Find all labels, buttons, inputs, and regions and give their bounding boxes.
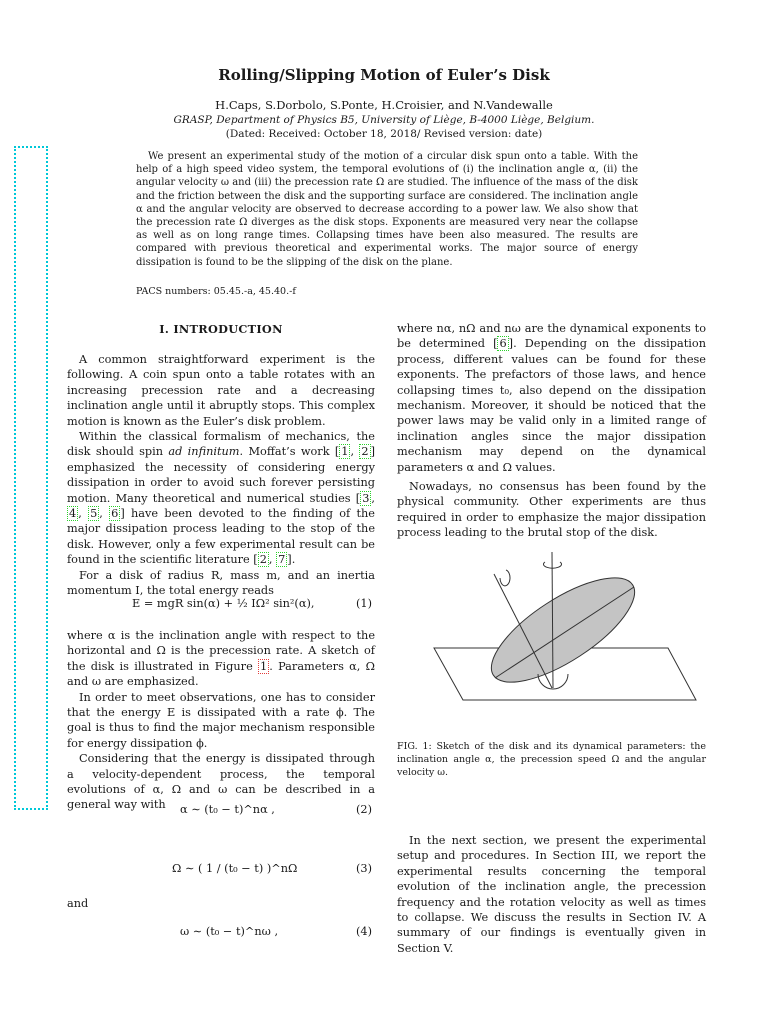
equation-3-number: (3) — [356, 862, 373, 875]
equation-3: Ω ∼ ( 1 / (t₀ − t) )^nΩ — [172, 862, 298, 875]
and-word: and — [67, 897, 89, 910]
intro-paragraph-6: Considering that the energy is dissipated through a velocity-dependent process, the temporal evolutions of α, Ω and ω can be described in a general way with — [67, 752, 375, 812]
intro-paragraph-4 — [67, 628, 375, 690]
text-run: . Moffat’s work [ — [239, 445, 340, 459]
equation-4-number: (4) — [356, 925, 373, 938]
citation-link[interactable]: 2 — [259, 553, 267, 567]
equation-4: ω ∼ (t₀ − t)^nω , — [180, 925, 279, 938]
equation-2-number: (2) — [356, 803, 373, 816]
right-text-block — [397, 321, 706, 541]
citation-link[interactable]: 5 — [90, 507, 98, 521]
paper-title: Rolling/Slipping Motion of Euler’s Disk — [218, 66, 550, 84]
intro-paragraph-1: A common straightforward experiment is the following. A coin spun onto a table rotates with an increasing precession rate and a decreasing inclination angle until it abruptly stops. This complex motion is known as the Euler’s disk problem. — [67, 353, 375, 428]
right-paragraph-2: Nowadays, no consensus has been found by the physical community. Other experiments are thus required in order to emphasize the major dissipation process leading to the brutal stop of the disk. — [397, 480, 706, 540]
figure-link[interactable]: 1 — [260, 659, 268, 673]
right-paragraph-3: In the next section, we present the experimental setup and procedures. In Section III, we report the experimental results concerning the temporal evolution of the inclination angle, the precession frequency and the rotation velocity as well as times to collapse. We discuss the results in Section IV. A summary of our findings is eventually given in Section V. — [397, 834, 706, 955]
spin-arrow-icon — [500, 570, 510, 586]
intro-paragraph-3: For a disk of radius R, mass m, and an inertia momentum I, the total energy reads — [67, 568, 375, 598]
text-run: ] have been devoted to the finding of the major dissipation process leading to the stop of the disk. However, only a few experimental result can be found in the scientific literature [ — [67, 507, 375, 567]
equation-1-number: (1) — [356, 597, 373, 610]
margin-frame — [14, 146, 48, 810]
citation-link[interactable]: 2 — [361, 445, 369, 459]
intro-paragraph-2: Within the classical formalism of mechanics, the disk should spin ad infinitum. Moffat’s work [ 1 , 2 ] emphasized the necessity of considering energy dissipation in order to avoid such forever persisting motion. Many theoretical and numerical studies [ 3 , 4 , 5 , 6 ] have been devoted to the finding of the major dissipation process leading to the stop of the disk. However, only a few experimental result can be found in the scientific literature [ 2 , 7 ]. — [67, 430, 375, 567]
text-run: Within the classical formalism of mechanics, the disk should spin — [67, 430, 375, 459]
intro-paragraph-5: In order to meet observations, one has to consider that the energy E is dissipated with a rate ϕ. The goal is thus to find the major mechanism responsible for energy dissipation ϕ. — [67, 690, 375, 750]
text-run: ] emphasized the necessity of considering energy dissipation in order to avoid such forever persisting motion. Many theoretical and numerical studies [ — [67, 445, 375, 505]
section-heading-introduction: I. INTRODUCTION — [159, 322, 283, 336]
citation-link[interactable]: 6 — [499, 337, 507, 351]
figure-1-caption: FIG. 1: Sketch of the disk and its dynamical parameters: the inclination angle α, the precession speed Ω and the angular velocity ω. — [397, 741, 706, 778]
citation-link[interactable]: 3 — [362, 491, 370, 505]
citation-link[interactable]: 1 — [341, 445, 349, 459]
text-run: where α is the inclination angle with respect to the horizontal and Ω is the precession rate. A sketch of the disk is illustrated in Figure — [67, 629, 375, 673]
text-run: ]. — [287, 553, 296, 567]
disk-shape — [477, 559, 650, 701]
figure-1-disk-sketch — [420, 550, 700, 710]
text-run: where nα, nΩ and nω are the dynamical exponents to be determined [ — [397, 322, 706, 351]
right-paragraph-1 — [397, 321, 706, 475]
citation-link[interactable]: 4 — [69, 507, 77, 521]
text-run: ]. Depending on the dissipation process, different values can be found for these exponents. The prefactors of those laws, and hence collapsing times t₀, also depend on the dissipation mechanism. Moreover, it should be noticed that the power laws may be valid only in a limited range of inclination angles since the major dissipation mechanism may depend on the dynamical parameters α and Ω values. — [397, 337, 706, 474]
pacs-numbers: PACS numbers: 05.45.-a, 45.40.-f — [136, 286, 296, 297]
citation-link[interactable]: 7 — [278, 553, 286, 567]
intro-text-block — [67, 352, 375, 599]
dated-line: (Dated: Received: October 18, 2018/ Revised version: date) — [225, 128, 543, 140]
citation-link[interactable]: 6 — [111, 507, 119, 521]
abstract: We present an experimental study of the motion of a circular disk spun onto a table. With the help of a high speed video system, the temporal evolutions of (i) the inclination angle α, (ii) the angular velocity ω and (iii) the precession rate Ω are studied. The influence of the mass of the disk and the friction between the disk and the supporting surface are considered. The inclination angle α and the angular velocity are observed to decrease according to a power law. We also show that the precession rate Ω diverges as the disk stops. Exponents are measured very near the collapse as well as on long range times. Collapsing times have been also measured. The results are compared with previous theoretical and experimental works. The major source of energy dissipation is found to be the slipping of the disk on the plane. — [136, 151, 638, 268]
right-text-block-2 — [397, 833, 706, 956]
italic-text: ad infinitum — [168, 445, 240, 459]
intro-text-block-2 — [67, 628, 375, 813]
affiliation: GRASP, Department of Physics B5, University of Liège, B-4000 Liège, Belgium. — [173, 114, 595, 126]
equation-2: α ∼ (t₀ − t)^nα , — [180, 803, 275, 816]
equation-1: E = mgR sin(α) + ½ IΩ² sin²(α), — [132, 597, 315, 610]
text-run: . Parameters α, Ω and ω are emphasized. — [67, 659, 376, 689]
authors: H.Caps, S.Dorbolo, S.Ponte, H.Croisier, and N.Vandewalle — [215, 98, 553, 112]
